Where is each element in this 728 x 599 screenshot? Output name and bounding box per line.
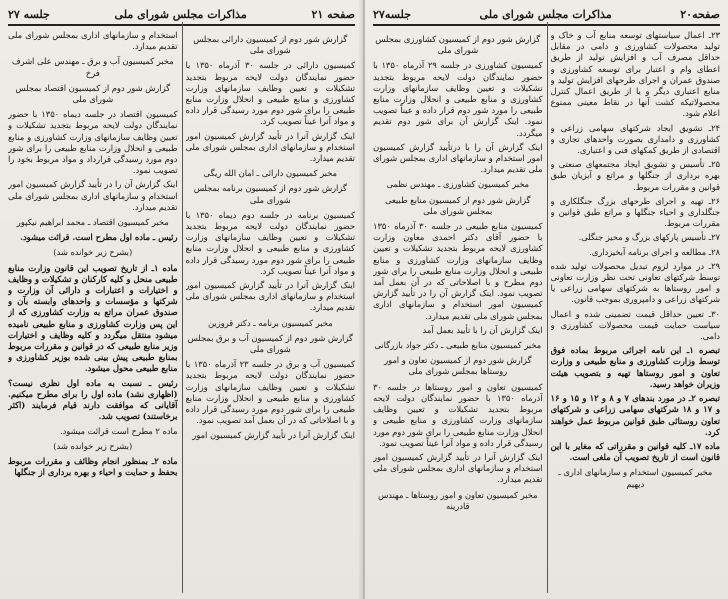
paragraph: ۲۳ـ اعمال سیاستهای توسعه منابع آب و خاک و تولید محصولات کشاورزی و دامی در مقابل حداقل مصرف آب و افزایش تولید از طریق اعطای وام و اعتبار برای توسعه کشاورزی و صندوق عمران و اجرای طرحهای افزایش تولید و منابع اعتباری دیگر و یا از طریق اعمال کنترل محصولاتیکه کشت آنها در نقاط معینی ممنوع اعلام شود. xyxy=(550,30,720,119)
paragraph: ماده ۱۷ـ کلیه قوانین و مقرراتی که مغایر با این قانون است از تاریخ تصویب آن ملغی است. xyxy=(550,440,720,463)
paragraph: (بشرح زیر خوانده شد) xyxy=(53,440,133,451)
session-number: جلسه۲۷ xyxy=(373,7,411,21)
paragraph: ماده ۲ـ بمنظور انجام وظائف و مقررات مربوط بحفظ و حمایت و احیاء و بهره برداری از جنگلها xyxy=(8,455,178,478)
paragraph: اینک گزارش آنرا در تأیید گزارش کمیسیون امور استخدام و سازمانهای اداری بمجلس شورای ملی تقدیم میدارد. xyxy=(185,280,355,313)
paragraph: کمیسیون آب و برق در جلسه ۲۳ آذرماه ۱۳۵۰ با حضور نمایندگان دولت لایحه مربوط بتجدید تشکیلات و تعیین وظایف سازمانهای وزارت کشاورزی و منابع طبیعی و انحلال وزارت منابع طبیعی را برای شور دوم مورد رسیدگی قرار داده و با اصلاحاتی که در آن بعمل آمد تصویب نمود. xyxy=(185,359,355,426)
paragraph: کمیسیون منابع طبیعی در جلسه ۳۰ آذرماه ۱۳۵۰ با حضور آقای دکتر احمدی معاون وزارت کشاورزی لایحه مربوط بتجدید تشکیلات و تعیین وظایف سازمانهای وزارت کشاورزی و منابع طبیعی و انحلال وزارت منابع طبیعی را برای شور دوم مطرح و با اصلاحاتی که در آن بعمل آمد تصویب نمود. اینک گزارش آن را در تأیید گزارش کمیسیون امور استخدام و سازمانهای اداری بمجلس شورای ملی تقدیم میدارد. xyxy=(373,221,543,321)
paragraph: کمیسیون تعاون و امور روستاها در جلسه ۳۰ آذرماه ۱۳۵۰ با حضور نمایندگان دولت لایحه مربوط بتجدید تشکیلات و تعیین وظایف سازمانهای وزارت کشاورزی و منابع طبیعی و انحلال وزارت منابع طبیعی را برای شور دوم مورد رسیدگی قرار داده و مواد آنرا عیناً تصویب نمود. xyxy=(373,381,543,448)
paragraph: ۲۹ـ در موارد لزوم تبدیل محصولات تولید شده توسط شرکتهای تعاونی تحت نظر وزارت تعاونی و امور روستاها به شرکتهای سهامی زراعی یا شرکتهای زراعی و دامپروری بموجب قانون. xyxy=(550,260,720,305)
paragraph: مخبر کمیسیون آب و برق ـ مهندس علی اشرف فرخ xyxy=(11,56,174,78)
paragraph: ماده ۱ـ از تاریخ تصویب این قانون وزارت منابع طبیعی منحل و کلیه کارکنان و تشکیلات و وظایف و اختیارات و اعتبارات و دارائی آن وزارت و شرکتها و مؤسسات و واحدهای وابسته بآن و صندوق عمران مراتع به وزارت کشاورزی که از این پس وزارت کشاورزی و منابع طبیعی نامیده میشود منتقل میگردد و کلیه وظایف و اختیارات وزیر منابع طبیعی که در قوانین و مقررات مربوط بمنابع طبیعی پیش بینی شده بوزیر کشاورزی و منابع طبیعی محول میشود. xyxy=(8,262,178,374)
paragraph: اینک گزارش آن را با تأیید بعمل آمد xyxy=(422,324,543,335)
column-left xyxy=(373,30,543,595)
paragraph: مخبر کمیسیون برنامه ـ دکتر قروزین xyxy=(207,317,333,328)
paragraph: ۲۵ـ تأسیس و تشویق ایجاد مجتمعهای صنعتی و بهره برداری از جنگلها و مراتع و آبزیان طبق قوانین و مقررات مربوط. xyxy=(550,159,720,192)
paragraph: ۲۷ـ تأسیس پارکهای بزرگ و محیز جنگلی. xyxy=(578,232,720,243)
publication-title: مذاکرات مجلس شورای ملی xyxy=(479,7,612,21)
paragraph: کمیسیون برنامه در جلسه دوم دیماه ۱۳۵۰ با حضور نمایندگان دولت لایحه مربوط بتجدید تشکیلات و تعیین وظایف سازمانهای وزارت کشاورزی و منابع طبیعی و انحلال وزارت منابع طبیعی را برای شور دوم مورد رسیدگی قرار داده و مواد آنرا عیناً تصویب کرد. xyxy=(185,209,355,276)
paragraph: گزارش شور دوم از کمیسیون کشاورزی بمجلس شورای ملی xyxy=(375,34,541,56)
paragraph: اینک گزارش آنرا در تأیید گزارش کمیسیون امور استخدام و سازمانهای اداری بمجلس شورای ملی تقدیم میدارد. xyxy=(185,130,355,164)
paragraph: استخدام و سازمانهای اداری بمجلس شورای ملی تقدیم میدارد. xyxy=(8,30,178,52)
column-divider xyxy=(182,22,183,593)
paragraph: گزارش شور دوم از کمیسیون اقتصاد بمجلس شورای ملی xyxy=(15,82,171,105)
binding-gutter xyxy=(358,0,364,599)
column-right xyxy=(551,30,721,595)
column-right xyxy=(186,30,356,595)
paragraph: مخبر کمیسیون دارائی ـ امان الله ریگی xyxy=(203,168,337,179)
publication-title: مذاکرات مجلس شورای ملی xyxy=(114,7,247,21)
paragraph: تبصره ۱ـ این نامه اجرائی مربوط بماده فوق توسط وزارت کشاورزی و منابع طبیعی و وزارت تعاون و امور روستاها تهیه و بتصویب هیئت وزیران خواهد رسید. xyxy=(550,345,720,389)
paragraph: مخبر کمیسیون منابع طبیعی ـ دکتر جواد بازرگانی xyxy=(374,340,542,351)
paragraph: اینک گزارش آنرا در تأیید گزارش کمیسیون امور xyxy=(192,429,355,440)
session-number: جلسه ۲۷ xyxy=(8,7,50,21)
paragraph: ۲۴ـ تشویق ایجاد شرکتهای سهامی زراعی و کشاورزی و دامداری بصورت واحدهای تجاری و اقتصادی از طریق کمکهای فنی و اعتباری. xyxy=(550,122,720,156)
paragraph: اینک گزارش آن را در تأیید گزارش کمیسیون امور استخدام و سازمانهای اداری بمجلس شورای ملی تقدیم میدارد. xyxy=(8,179,178,212)
paragraph: گزارش شور دوم از کمیسیون برنامه بمجلس شورای ملی xyxy=(193,183,347,205)
paragraph: گزارش شور دوم از کمیسیون تعاون و امور روستاها بمجلس شورای ملی xyxy=(384,355,532,377)
paragraph: مخبر کمیسیون تعاون و امور روستاها ـ مهندس قادرینه xyxy=(378,489,538,511)
paragraph: ۲۶ـ تهیه و اجرای طرحهای بزرگ جنگلکاری و جنگلداری و احیاء جنگلها و مراتع طبق قوانین و مقررات مربوط. xyxy=(550,195,720,229)
column-divider xyxy=(547,22,548,593)
paragraph: ۲۸ـ مطالعه و اجرای برنامه آبخیزداری. xyxy=(589,246,720,257)
paragraph: اینک گزارش آن را با درتأیید گزارش کمیسیون امور استخدام و سازمانهای اداری بمجلس شورای ملی تقدیم میدارد. xyxy=(373,141,543,175)
paragraph: کمیسیون کشاورزی در جلسه ۲۹ آذرماه ۱۳۵۰ با حضور نمایندگان دولت لایحه مربوط بتجدید تشکیلات و تعیین وظایف سازمانهای وزارت کشاورزی و منابع طبیعی و انحلال وزارت منابع طبیعی را مورد شور دوم قرار داده و عیناً تصویب نمود. اینک گزارش آن برای شور دوم تقدیم میگردد. xyxy=(373,60,543,138)
page-number: صفحه ۲۱ xyxy=(311,7,355,21)
paragraph: مخبر کمیسیون اقتصاد ـ محمد ابراهیم نیکپور xyxy=(16,217,169,228)
paragraph: ماده ۲ مطرح است قرائت میشود. xyxy=(59,425,178,436)
paragraph: مخبر کمیسیون استخدام و سازمانهای اداری ـ دیهیم xyxy=(558,467,713,489)
paragraph: رئیس ـ نسبت به ماده اول نظری نیست؟ (اظهاری نشد) ماده اول را برای مطرح میکنیم. آقایانی که موافقت دارند قیام فرمایند (اکثر برخاستند) تصویب شد. xyxy=(8,377,178,422)
paragraph: (بشرح زیر خوانده شد) xyxy=(53,247,133,258)
paragraph: گزارش شور دوم از کمیسیون دارائی بمجلس شورای ملی xyxy=(193,34,348,56)
paragraph: مخبر کمیسیون کشاورزی ـ مهندس نظمی xyxy=(386,179,529,190)
paragraph: گزارش شور دوم از کمیسیون آب و برق بمجلس شورای ملی xyxy=(187,332,353,355)
paragraph: رئیس ـ ماده اول مطرح است. قرائت میشود. xyxy=(20,232,178,243)
column-left xyxy=(8,30,178,595)
page-right xyxy=(364,0,728,599)
paragraph: کمیسیون دارائی در جلسه ۳۰ آذرماه ۱۳۵۰ با حضور نمایندگان دولت لایحه مربوط بتجدید تشکیلات و تعیین وظایف سازمانهای وزارت کشاورزی و منابع طبیعی و انحلال وزارت منابع طبیعی را برای شور دوم مورد رسیدگی قرار داده و مواد آنرا عیناً تصویب کرد. xyxy=(185,60,355,127)
paragraph: ۳۰ـ تعیین حداقل قیمت تضمینی شده و اعمال سیاست حمایت قیمت محصولات کشاورزی و دامی. xyxy=(550,308,720,342)
page-number: صفحه۲۰ xyxy=(680,7,720,21)
paragraph: کمیسیون اقتصاد در جلسه دیماه ۱۳۵۰ با حضور نمایندگان دولت لایحه مربوط بتجدید تشکیلات و تعیین وظایف سازمانهای وزارت کشاورزی و منابع طبیعی و انحلال وزارت منابع طبیعی را برای شور دوم مورد رسیدگی قرارداد و مواد مربوط بخود را تصویب نمود. xyxy=(8,109,178,176)
paragraph: تبصره ۲ـ در مورد بندهای ۷ و ۸ و ۱۲ و ۱۵ و ۱۶ و ۱۷ و ۱۸ شرکتهای سهامی زراعی و شرکتهای تعاون روستائی طبق قوانین مربوط عمل خواهند کرد. xyxy=(550,393,720,437)
paragraph: گزارش شور دوم از کمیسیون منابع طبیعی بمجلس شورای ملی xyxy=(385,194,531,216)
paragraph: اینک گزارش آنرا در تأیید گزارش کمیسیون امور استخدام و سازمانهای اداری بمجلس شورای ملی تقدیم میدارد. xyxy=(373,451,543,485)
